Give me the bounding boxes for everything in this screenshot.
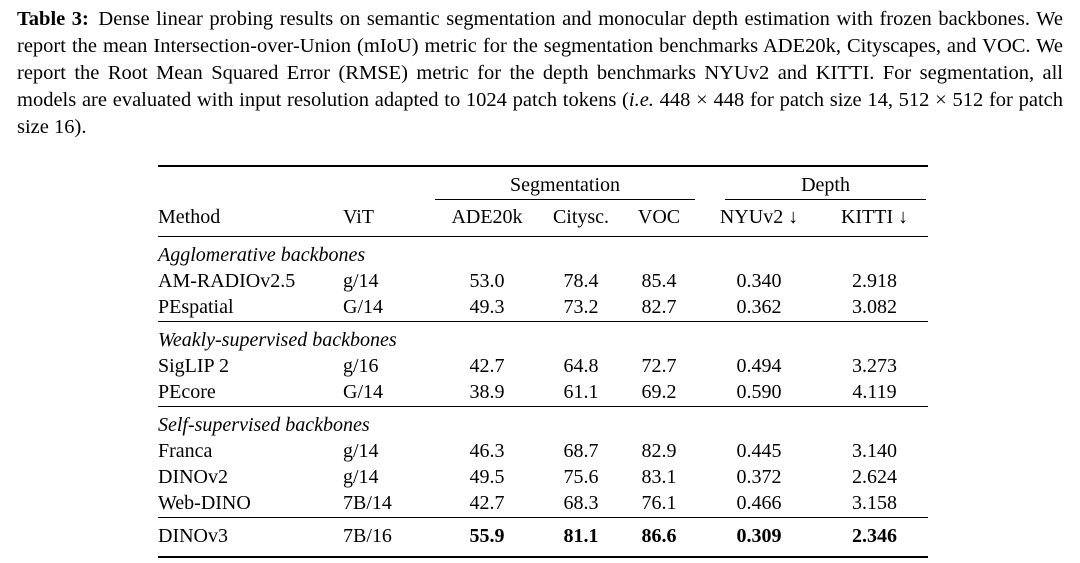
- depth-cmidrule: [725, 175, 926, 200]
- group-header-segmentation: Segmentation: [510, 174, 620, 196]
- method-cell: PEspatial: [158, 296, 234, 318]
- value-cell: 53.0: [469, 270, 505, 292]
- value-cell: 83.1: [641, 466, 677, 488]
- value-cell: 38.9: [469, 381, 505, 403]
- value-cell: 42.7: [469, 355, 505, 377]
- col-header-method: Method: [158, 206, 221, 228]
- value-cell: 46.3: [469, 440, 505, 462]
- method-cell: AM-RADIOv2.5: [158, 270, 296, 292]
- section-row: [158, 407, 928, 440]
- column-header-row: [158, 200, 928, 237]
- vit-cell: 7B/14: [343, 492, 392, 514]
- value-cell: 69.2: [641, 381, 677, 403]
- col-header-kitti: KITTI ↓: [840, 206, 909, 228]
- value-cell: 0.494: [736, 355, 782, 377]
- caption-text-1: Dense linear probing results on semantic segmentation and monocular depth estimation with frozen backbones. We report the mean Intersection-over-Union (mIoU) metric for the segmentation benchmarks ADE20k, Cityscapes, and VOC. We report the Root Mean Squared Error (RMSE) metric for the depth benchmarks NYUv2 and KITTI. For segmentation, all models are evaluated with input resolution adapted to 1024 patch tokens (: [17, 8, 1063, 111]
- vit-cell: g/14: [343, 466, 379, 488]
- method-cell: DINOv3: [158, 518, 343, 558]
- table-row: [158, 439, 928, 465]
- section-title: Weakly-supervised backbones: [158, 322, 928, 355]
- group-header-segmentation-cell: [433, 166, 697, 200]
- value-cell: 2.918: [852, 270, 898, 292]
- section-title: Self-supervised backbones: [158, 407, 928, 440]
- value-cell: 75.6: [563, 466, 599, 488]
- group-header-empty: [158, 166, 433, 200]
- value-cell: 42.7: [469, 492, 505, 514]
- caption-label: Table 3:: [17, 8, 89, 30]
- value-cell: 3.082: [852, 296, 898, 318]
- table-row: [158, 354, 928, 380]
- section-row: [158, 237, 928, 270]
- col-header-citysc: Citysc.: [552, 206, 610, 228]
- section-row: [158, 322, 928, 355]
- value-cell: 85.4: [641, 270, 677, 292]
- vit-cell: g/14: [343, 440, 379, 462]
- value-cell: 49.5: [469, 466, 505, 488]
- value-cell: 78.4: [563, 270, 599, 292]
- method-cell: DINOv2: [158, 466, 228, 488]
- table-body: [158, 237, 928, 558]
- value-cell: 4.119: [852, 381, 897, 403]
- value-cell: 0.590: [736, 381, 782, 403]
- value-cell: 2.346: [821, 518, 928, 558]
- value-cell: 76.1: [641, 492, 677, 514]
- value-cell: 0.362: [736, 296, 782, 318]
- vit-cell: 7B/16: [343, 518, 433, 558]
- value-cell: 0.372: [736, 466, 782, 488]
- table-row: [158, 518, 928, 558]
- method-cell: Franca: [158, 440, 213, 462]
- value-cell: 3.140: [852, 440, 898, 462]
- value-cell: 68.3: [563, 492, 599, 514]
- group-header-depth-cell: [697, 166, 928, 200]
- value-cell: 81.1: [541, 518, 621, 558]
- table-row: [158, 491, 928, 518]
- value-cell: 55.9: [433, 518, 541, 558]
- value-cell: 64.8: [563, 355, 599, 377]
- vit-cell: g/14: [343, 270, 379, 292]
- method-cell: PEcore: [158, 381, 216, 403]
- section-title: Agglomerative backbones: [158, 237, 928, 270]
- results-table: [158, 165, 928, 558]
- table-row: [158, 269, 928, 295]
- value-cell: 82.7: [641, 296, 677, 318]
- value-cell: 0.309: [697, 518, 821, 558]
- segmentation-cmidrule: [435, 175, 695, 200]
- value-cell: 3.158: [852, 492, 898, 514]
- col-header-nyuv2: NYUv2 ↓: [719, 206, 799, 228]
- vit-cell: G/14: [343, 381, 383, 403]
- table-row: [158, 465, 928, 491]
- table-row: [158, 295, 928, 322]
- value-cell: 72.7: [641, 355, 677, 377]
- value-cell: 73.2: [563, 296, 599, 318]
- value-cell: 2.624: [852, 466, 898, 488]
- group-header-depth: Depth: [801, 174, 850, 196]
- method-cell: SigLIP 2: [158, 355, 229, 377]
- value-cell: 86.6: [621, 518, 697, 558]
- col-header-voc: VOC: [637, 206, 681, 228]
- table-header: [158, 166, 928, 237]
- table-row: [158, 380, 928, 407]
- col-header-ade20k: ADE20k: [451, 206, 523, 228]
- value-cell: 68.7: [563, 440, 599, 462]
- table-caption: [17, 6, 1063, 141]
- method-cell: Web-DINO: [158, 492, 251, 514]
- value-cell: 0.340: [736, 270, 782, 292]
- value-cell: 82.9: [641, 440, 677, 462]
- value-cell: 3.273: [852, 355, 898, 377]
- caption-text-2: 448 × 448 for patch size 14, 512 × 512 for patch size 16).: [17, 89, 1063, 138]
- caption-ie: i.e.: [628, 89, 654, 111]
- value-cell: 49.3: [469, 296, 505, 318]
- vit-cell: G/14: [343, 296, 383, 318]
- vit-cell: g/16: [343, 355, 379, 377]
- value-cell: 0.466: [736, 492, 782, 514]
- value-cell: 0.445: [736, 440, 782, 462]
- group-header-row: [158, 166, 928, 200]
- value-cell: 61.1: [563, 381, 599, 403]
- col-header-vit: ViT: [343, 206, 375, 228]
